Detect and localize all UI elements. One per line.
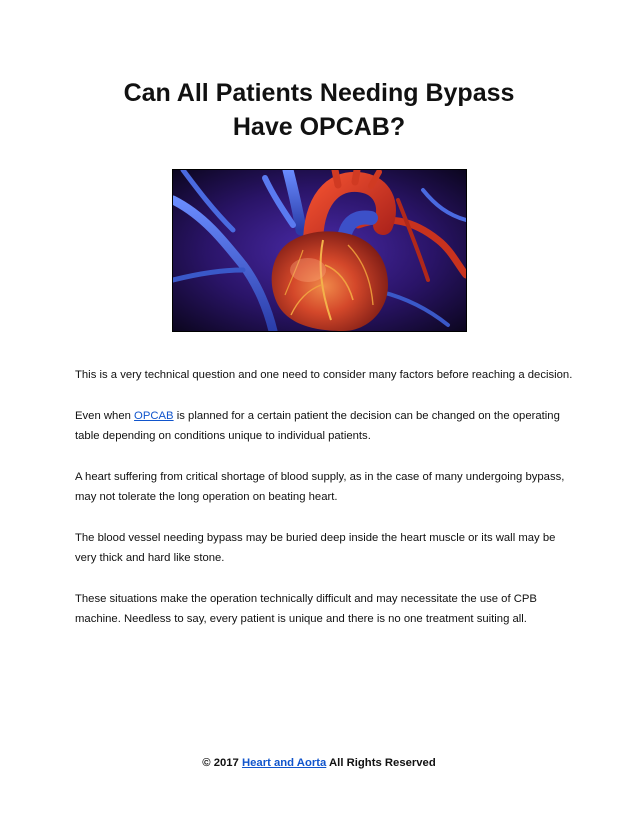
heart-and-aorta-link[interactable]: Heart and Aorta: [241, 757, 327, 769]
heart-image: [172, 169, 467, 332]
opcab-link[interactable]: OPCAB: [134, 410, 174, 422]
footer-copyright: [0, 753, 638, 773]
paragraph-5: These situations make the operation technically difficult and may necessitate the use of CPB machine. Needless to say, every patient is unique and there is no one treatment suiting all.: [75, 593, 537, 625]
copyright-prefix: © 2017: [202, 757, 242, 769]
page-title-line-1: Can All Patients Needing Bypass: [123, 79, 515, 107]
article-body: [75, 365, 575, 650]
paragraph-2-before: Even when: [75, 410, 135, 422]
paragraph-1: This is a very technical question and one need to consider many factors before reaching a decision.: [75, 369, 573, 381]
rights-reserved-text: All Rights Reserved: [326, 757, 436, 769]
paragraph-3: A heart suffering from critical shortage of blood supply, as in the case of many undergoing bypass, may not tolerate the long operation on beating heart.: [75, 471, 565, 503]
paragraph-2-after: is planned for a certain patient the decision can be changed on the operating table depending on conditions unique to individual patients.: [75, 410, 560, 442]
page-title-line-2: Have OPCAB?: [232, 113, 406, 141]
paragraph-2: [75, 406, 575, 446]
paragraph-4: The blood vessel needing bypass may be buried deep inside the heart muscle or its wall may be very thick and hard like stone.: [75, 532, 556, 564]
heart-illustration: [173, 170, 466, 331]
page-title: [60, 76, 578, 144]
